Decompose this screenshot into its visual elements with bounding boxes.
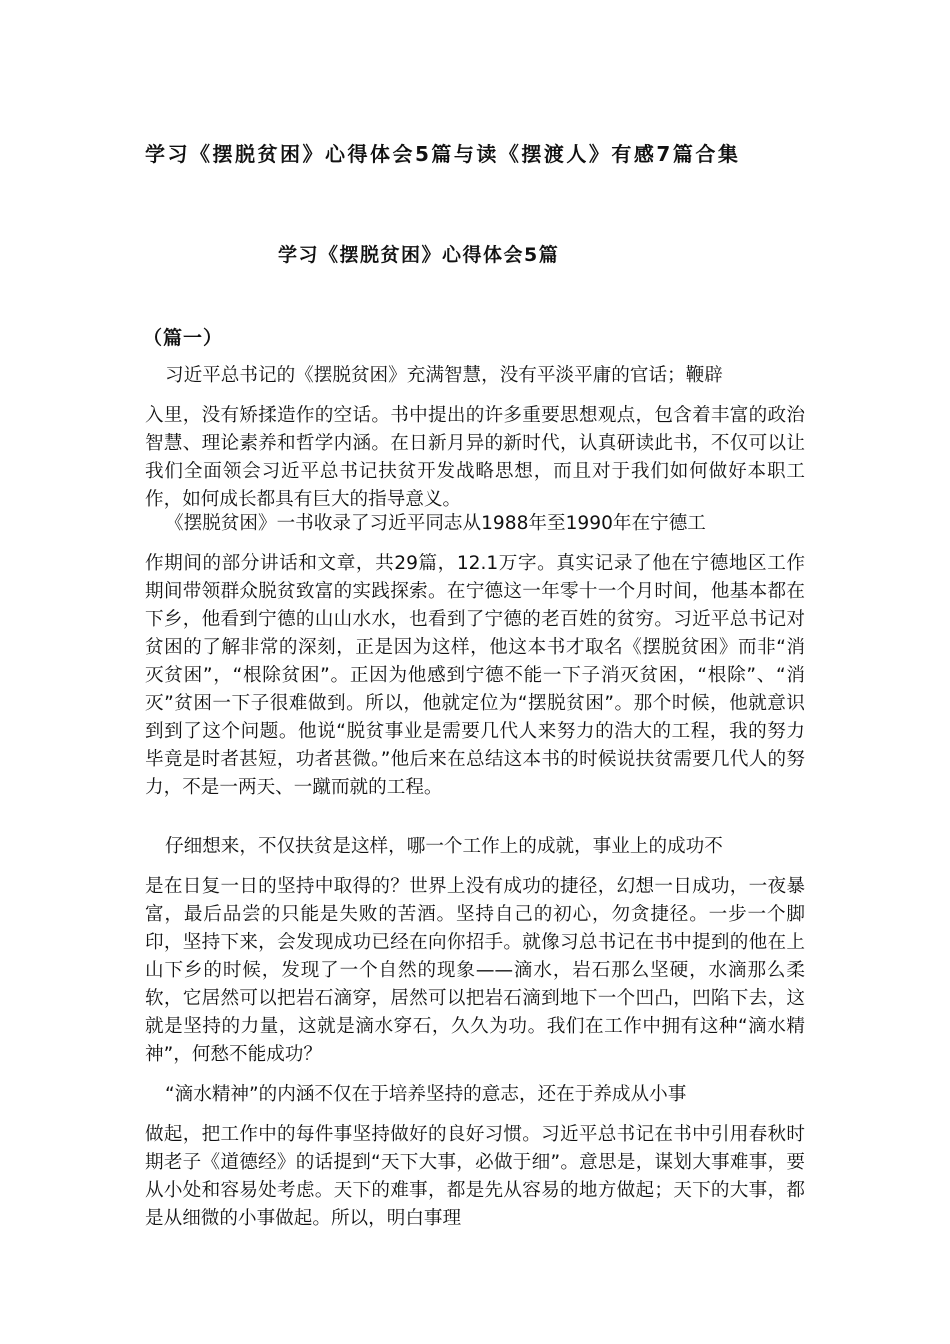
paragraph-2-first-line: 《摆脱贫困》一书收录了习近平同志从1988年至1990年在宁德工 [165, 513, 706, 534]
paragraph-3-body: 是在日复一日的坚持中取得的？世界上没有成功的捷径，幻想一日成功，一夜暴富，最后品尝的只能是失败的苦酒。坚持自己的初心，勿贪捷径。一步一个脚印，坚持下来，会发现成功已经在向你招手。就像习总书记在书中提到的他在上山下乡的时候，发现了一个自然的现象——滴水，岩石那么坚硬，水滴那么柔软，它居然可以把岩石滴穿，居然可以把岩石滴到地下一个凹凸，凹陷下去，这就是坚持的力量，这就是滴水穿石，久久为功。我们在工作中拥有这种“滴水精神”，何愁不能成功？ [145, 876, 805, 1065]
paragraph-3-first-line: 仔细想来，不仅扶贫是这样，哪一个工作上的成就，事业上的成功不 [165, 836, 723, 857]
paragraph-1-first-line: 习近平总书记的《摆脱贫困》充满智慧，没有平淡平庸的官话；鞭辟 [165, 365, 723, 386]
paragraph-2-body: 作期间的部分讲话和文章，共29篇，12.1万字。真实记录了他在宁德地区工作期间带领群众脱贫致富的实践探索。在宁德这一年零十一个月时间，他基本都在下乡，他看到宁德的山山水水，也看到了宁德的老百姓的贫穷。习近平总书记对贫困的了解非常的深刻，正是因为这样，他这本书才取名《摆脱贫困》而非“消灭贫困”，“根除贫困”。正因为他感到宁德不能一下子消灭贫困，“根除”、“消灭”贫困一下子很难做到。所以，他就定位为“摆脱贫困”。那个时候，他就意识到到了这个问题。他说“脱贫事业是需要几代人来努力的浩大的工程，我的努力毕竟是时者甚短，功者甚微。”他后来在总结这本书的时候说扶贫需要几代人的努力，不是一两天、一蹴而就的工程。 [145, 553, 805, 798]
document-title: 学习《摆脱贫困》心得体会5篇与读《摆渡人》有感7篇合集 [145, 142, 741, 166]
paragraph-3 [145, 833, 805, 1069]
paragraph-4 [145, 1081, 805, 1233]
paragraph-1 [145, 362, 805, 514]
section-heading: （篇一） [143, 327, 224, 349]
paragraph-4-first-line: “滴水精神”的内涵不仅在于培养坚持的意志，还在于养成从小事 [165, 1084, 687, 1105]
paragraph-4-body: 做起，把工作中的每件事坚持做好的良好习惯。习近平总书记在书中引用春秋时期老子《道德经》的话提到“天下大事，必做于细”。意思是，谋划大事难事，要从小处和容易处考虑。天下的难事，都是先从容易的地方做起；天下的大事，都是从细微的小事做起。所以，明白事理 [145, 1124, 805, 1229]
paragraph-1-body: 入里，没有矫揉造作的空话。书中提出的许多重要思想观点，包含着丰富的政治智慧、理论素养和哲学内涵。在日新月异的新时代，认真研读此书，不仅可以让我们全面领会习近平总书记扶贫开发战略思想，而且对于我们如何做好本职工作，如何成长都具有巨大的指导意义。 [145, 405, 805, 510]
document-subtitle: 学习《摆脱贫困》心得体会5篇 [278, 244, 560, 266]
paragraph-2 [145, 510, 805, 802]
